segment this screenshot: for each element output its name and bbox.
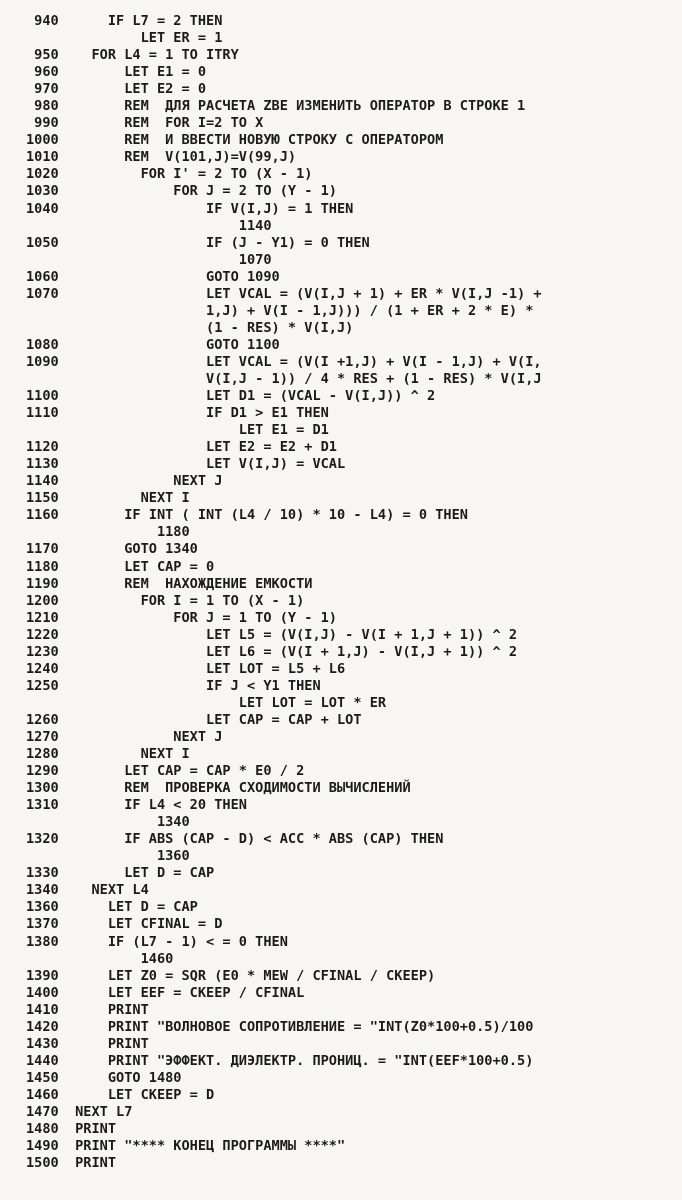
code-line bbox=[26, 201, 542, 218]
code-line bbox=[26, 831, 542, 848]
line-number: 1330 bbox=[26, 865, 59, 882]
line-number: 1060 bbox=[26, 268, 59, 285]
code-text: 1460 bbox=[58, 950, 174, 967]
code-line bbox=[26, 64, 542, 81]
code-line bbox=[26, 286, 542, 303]
code-line-continuation bbox=[26, 951, 542, 968]
code-text: IF D1 > E1 THEN bbox=[58, 405, 329, 422]
code-text: FOR L4 = 1 TO ITRY bbox=[58, 47, 239, 64]
code-text: V(I,J - 1)) / 4 * RES + (1 - RES) * V(I,J bbox=[58, 370, 542, 387]
code-text: LET CAP = CAP + LOT bbox=[58, 711, 362, 728]
line-number bbox=[26, 303, 59, 320]
code-line bbox=[26, 729, 542, 746]
line-number: 1030 bbox=[26, 183, 59, 200]
code-text: FOR I = 1 TO (X - 1) bbox=[58, 592, 305, 609]
code-line bbox=[26, 235, 542, 252]
line-number bbox=[26, 218, 59, 235]
code-text: PRINT bbox=[58, 1155, 117, 1172]
code-text: FOR I' = 2 TO (X - 1) bbox=[58, 166, 313, 183]
code-text: LET CAP = 0 bbox=[58, 558, 215, 575]
line-number: 1400 bbox=[26, 984, 59, 1001]
code-line bbox=[26, 439, 542, 456]
code-line-continuation bbox=[26, 848, 542, 865]
code-line-continuation bbox=[26, 422, 542, 439]
code-text: REM FOR I=2 TO X bbox=[58, 115, 264, 132]
code-text: IF L4 < 20 THEN bbox=[58, 797, 247, 814]
code-text: LET L6 = (V(I + 1,J) - V(I,J + 1)) ^ 2 bbox=[58, 643, 518, 660]
code-text: REM ДЛЯ РАСЧЕТА ZBE ИЗМЕНИТЬ ОПЕРАТОР В СТРОКЕ 1 bbox=[58, 98, 526, 115]
code-text: REM ПРОВЕРКА СХОДИМОСТИ ВЫЧИСЛЕНИЙ bbox=[58, 780, 411, 797]
code-line bbox=[26, 576, 542, 593]
line-number: 1460 bbox=[26, 1086, 59, 1103]
code-text: IF ABS (CAP - D) < ACC * ABS (CAP) THEN bbox=[58, 831, 444, 848]
code-text: IF L7 = 2 THEN bbox=[58, 13, 223, 29]
code-line bbox=[26, 166, 542, 183]
line-number bbox=[26, 252, 59, 269]
code-text: LET E1 = D1 bbox=[58, 422, 329, 439]
code-line bbox=[26, 1036, 542, 1053]
line-number bbox=[26, 695, 59, 712]
code-text: PRINT bbox=[58, 1035, 149, 1052]
code-line bbox=[26, 780, 542, 797]
code-text: NEXT L4 bbox=[58, 882, 149, 899]
code-line bbox=[26, 644, 542, 661]
code-line bbox=[26, 985, 542, 1002]
line-number: 1020 bbox=[26, 166, 59, 183]
line-number: 960 bbox=[26, 64, 59, 81]
line-number: 1500 bbox=[26, 1155, 59, 1172]
code-line-continuation bbox=[26, 320, 542, 337]
line-number: 1270 bbox=[26, 728, 59, 745]
line-number: 1200 bbox=[26, 592, 59, 609]
code-text: LET V(I,J) = VCAL bbox=[58, 456, 346, 473]
line-number: 1210 bbox=[26, 609, 59, 626]
code-line bbox=[26, 456, 542, 473]
line-number: 1300 bbox=[26, 780, 59, 797]
code-text: IF (L7 - 1) < = 0 THEN bbox=[58, 933, 288, 950]
code-line bbox=[26, 1087, 542, 1104]
code-text: LET D1 = (VCAL - V(I,J)) ^ 2 bbox=[58, 388, 436, 405]
line-number: 1380 bbox=[26, 933, 59, 950]
code-line bbox=[26, 712, 542, 729]
code-line bbox=[26, 81, 542, 98]
code-text: LET E1 = 0 bbox=[58, 64, 207, 81]
line-number: 1110 bbox=[26, 405, 59, 422]
code-text: NEXT J bbox=[58, 473, 223, 490]
code-line-continuation bbox=[26, 303, 542, 320]
code-line bbox=[26, 1155, 542, 1172]
line-number: 1470 bbox=[26, 1104, 59, 1120]
code-line bbox=[26, 149, 542, 166]
code-text: IF J < Y1 THEN bbox=[58, 677, 321, 694]
code-line bbox=[26, 746, 542, 763]
code-text: PRINT "ЭФФЕКТ. ДИЭЛЕКТР. ПРОНИЦ. = "INT(EEF*100+0.5) bbox=[58, 1052, 534, 1069]
line-number: 1490 bbox=[26, 1138, 59, 1155]
code-line bbox=[26, 865, 542, 882]
code-line bbox=[26, 47, 542, 64]
line-number: 1390 bbox=[26, 967, 59, 984]
line-number: 1280 bbox=[26, 746, 59, 763]
code-line-continuation bbox=[26, 814, 542, 831]
code-line bbox=[26, 183, 542, 200]
code-line bbox=[26, 1002, 542, 1019]
line-number: 1240 bbox=[26, 660, 59, 677]
code-text: REM И ВВЕСТИ НОВУЮ СТРОКУ С ОПЕРАТОРОМ bbox=[58, 132, 444, 149]
code-text: IF V(I,J) = 1 THEN bbox=[58, 200, 354, 217]
code-text: NEXT I bbox=[58, 490, 190, 507]
code-text: (1 - RES) * V(I,J) bbox=[58, 319, 354, 336]
code-text: LET LOT = L5 + L6 bbox=[58, 660, 346, 677]
line-number: 1000 bbox=[26, 132, 59, 149]
line-number: 1170 bbox=[26, 541, 59, 558]
code-text: PRINT bbox=[58, 1001, 149, 1018]
line-number: 1250 bbox=[26, 677, 59, 694]
code-line bbox=[26, 490, 542, 507]
code-line bbox=[26, 115, 542, 132]
code-text: 1340 bbox=[58, 814, 190, 831]
code-line bbox=[26, 541, 542, 558]
code-line bbox=[26, 473, 542, 490]
code-text: LET E2 = E2 + D1 bbox=[58, 439, 337, 456]
code-line bbox=[26, 593, 542, 610]
code-line bbox=[26, 797, 542, 814]
code-line bbox=[26, 1138, 542, 1155]
code-listing bbox=[26, 13, 542, 1172]
code-text: LET LOT = LOT * ER bbox=[58, 694, 387, 711]
code-line-continuation bbox=[26, 524, 542, 541]
code-text: LET EEF = CKEEP / CFINAL bbox=[58, 984, 305, 1001]
line-number: 1360 bbox=[26, 899, 59, 916]
line-number bbox=[26, 422, 59, 439]
code-text: 1070 bbox=[58, 251, 272, 268]
code-text: LET CKEEP = D bbox=[58, 1086, 215, 1103]
code-text: IF INT ( INT (L4 / 10) * 10 - L4) = 0 THEN bbox=[58, 507, 468, 524]
code-text: LET E2 = 0 bbox=[58, 81, 207, 98]
code-line bbox=[26, 678, 542, 695]
line-number: 1150 bbox=[26, 490, 59, 507]
line-number bbox=[26, 30, 59, 47]
line-number: 950 bbox=[26, 47, 59, 64]
code-text: LET VCAL = (V(I,J + 1) + ER * V(I,J -1) + bbox=[58, 285, 542, 302]
line-number: 1070 bbox=[26, 285, 59, 302]
code-line bbox=[26, 132, 542, 149]
line-number: 1290 bbox=[26, 763, 59, 780]
code-text: NEXT J bbox=[58, 728, 223, 745]
code-line bbox=[26, 269, 542, 286]
line-number: 940 bbox=[26, 13, 59, 29]
code-text: LET VCAL = (V(I +1,J) + V(I - 1,J) + V(I, bbox=[58, 353, 542, 370]
line-number: 1130 bbox=[26, 456, 59, 473]
code-text: GOTO 1100 bbox=[58, 336, 280, 353]
line-number bbox=[26, 814, 59, 831]
code-line bbox=[26, 13, 542, 30]
code-text: LET D = CAP bbox=[58, 899, 198, 916]
code-text: NEXT I bbox=[58, 746, 190, 763]
line-number: 1230 bbox=[26, 643, 59, 660]
line-number: 1080 bbox=[26, 336, 59, 353]
code-line bbox=[26, 559, 542, 576]
line-number: 1180 bbox=[26, 558, 59, 575]
code-line bbox=[26, 916, 542, 933]
line-number bbox=[26, 371, 59, 388]
line-number: 1160 bbox=[26, 507, 59, 524]
code-line bbox=[26, 1019, 542, 1036]
code-line bbox=[26, 1070, 542, 1087]
code-line bbox=[26, 388, 542, 405]
code-line bbox=[26, 968, 542, 985]
line-number bbox=[26, 848, 59, 865]
line-number: 1410 bbox=[26, 1001, 59, 1018]
code-line bbox=[26, 610, 542, 627]
code-text: FOR J = 2 TO (Y - 1) bbox=[58, 183, 337, 200]
code-text: PRINT "**** КОНЕЦ ПРОГРАММЫ ****" bbox=[58, 1138, 346, 1155]
line-number: 980 bbox=[26, 98, 59, 115]
line-number: 1440 bbox=[26, 1052, 59, 1069]
code-line bbox=[26, 1104, 542, 1121]
code-text: LET L5 = (V(I,J) - V(I + 1,J + 1)) ^ 2 bbox=[58, 626, 518, 643]
line-number bbox=[26, 951, 59, 968]
line-number: 1010 bbox=[26, 149, 59, 166]
code-text: LET Z0 = SQR (E0 * MEW / CFINAL / CKEEP) bbox=[58, 967, 436, 984]
code-text: FOR J = 1 TO (Y - 1) bbox=[58, 609, 337, 626]
line-number: 1050 bbox=[26, 234, 59, 251]
code-text: GOTO 1480 bbox=[58, 1069, 182, 1086]
code-text: GOTO 1340 bbox=[58, 541, 198, 558]
line-number: 1040 bbox=[26, 200, 59, 217]
line-number: 1260 bbox=[26, 711, 59, 728]
line-number: 1370 bbox=[26, 916, 59, 933]
line-number: 1430 bbox=[26, 1035, 59, 1052]
line-number: 1090 bbox=[26, 353, 59, 370]
code-text: PRINT "ВОЛНОВОЕ СОПРОТИВЛЕНИЕ = "INT(Z0*100+0.5)/100 bbox=[58, 1018, 534, 1035]
line-number: 1450 bbox=[26, 1069, 59, 1086]
code-text: 1,J) + V(I - 1,J))) / (1 + ER + 2 * E) * bbox=[58, 302, 534, 319]
code-line bbox=[26, 627, 542, 644]
line-number: 1420 bbox=[26, 1018, 59, 1035]
line-number bbox=[26, 320, 59, 337]
code-line-continuation bbox=[26, 218, 542, 235]
code-text: LET ER = 1 bbox=[58, 30, 223, 47]
code-text: REM V(101,J)=V(99,J) bbox=[58, 149, 297, 166]
code-line bbox=[26, 1053, 542, 1070]
code-line-continuation bbox=[26, 30, 542, 47]
line-number: 1220 bbox=[26, 626, 59, 643]
code-line bbox=[26, 1121, 542, 1138]
code-line-continuation bbox=[26, 252, 542, 269]
code-text: LET CFINAL = D bbox=[58, 916, 223, 933]
line-number: 970 bbox=[26, 81, 59, 98]
code-line bbox=[26, 763, 542, 780]
line-number: 990 bbox=[26, 115, 59, 132]
code-line-continuation bbox=[26, 371, 542, 388]
code-line bbox=[26, 882, 542, 899]
line-number: 1120 bbox=[26, 439, 59, 456]
line-number: 1100 bbox=[26, 388, 59, 405]
code-text: 1140 bbox=[58, 217, 272, 234]
code-line-continuation bbox=[26, 695, 542, 712]
code-line bbox=[26, 405, 542, 422]
code-line bbox=[26, 337, 542, 354]
code-text: LET D = CAP bbox=[58, 865, 215, 882]
line-number: 1320 bbox=[26, 831, 59, 848]
code-line bbox=[26, 507, 542, 524]
code-text: NEXT L7 bbox=[58, 1104, 133, 1120]
code-text: IF (J - Y1) = 0 THEN bbox=[58, 234, 370, 251]
line-number: 1480 bbox=[26, 1121, 59, 1138]
code-text: PRINT bbox=[58, 1121, 117, 1138]
code-line bbox=[26, 899, 542, 916]
code-text: REM НАХОЖДЕНИЕ ЕМКОСТИ bbox=[58, 575, 313, 592]
code-text: LET CAP = CAP * E0 / 2 bbox=[58, 763, 305, 780]
line-number: 1190 bbox=[26, 575, 59, 592]
code-line bbox=[26, 934, 542, 951]
code-text: 1360 bbox=[58, 848, 190, 865]
code-text: 1180 bbox=[58, 524, 190, 541]
line-number: 1310 bbox=[26, 797, 59, 814]
code-line bbox=[26, 354, 542, 371]
line-number bbox=[26, 524, 59, 541]
code-text: GOTO 1090 bbox=[58, 268, 280, 285]
line-number: 1140 bbox=[26, 473, 59, 490]
line-number: 1340 bbox=[26, 882, 59, 899]
code-line bbox=[26, 98, 542, 115]
code-line bbox=[26, 661, 542, 678]
